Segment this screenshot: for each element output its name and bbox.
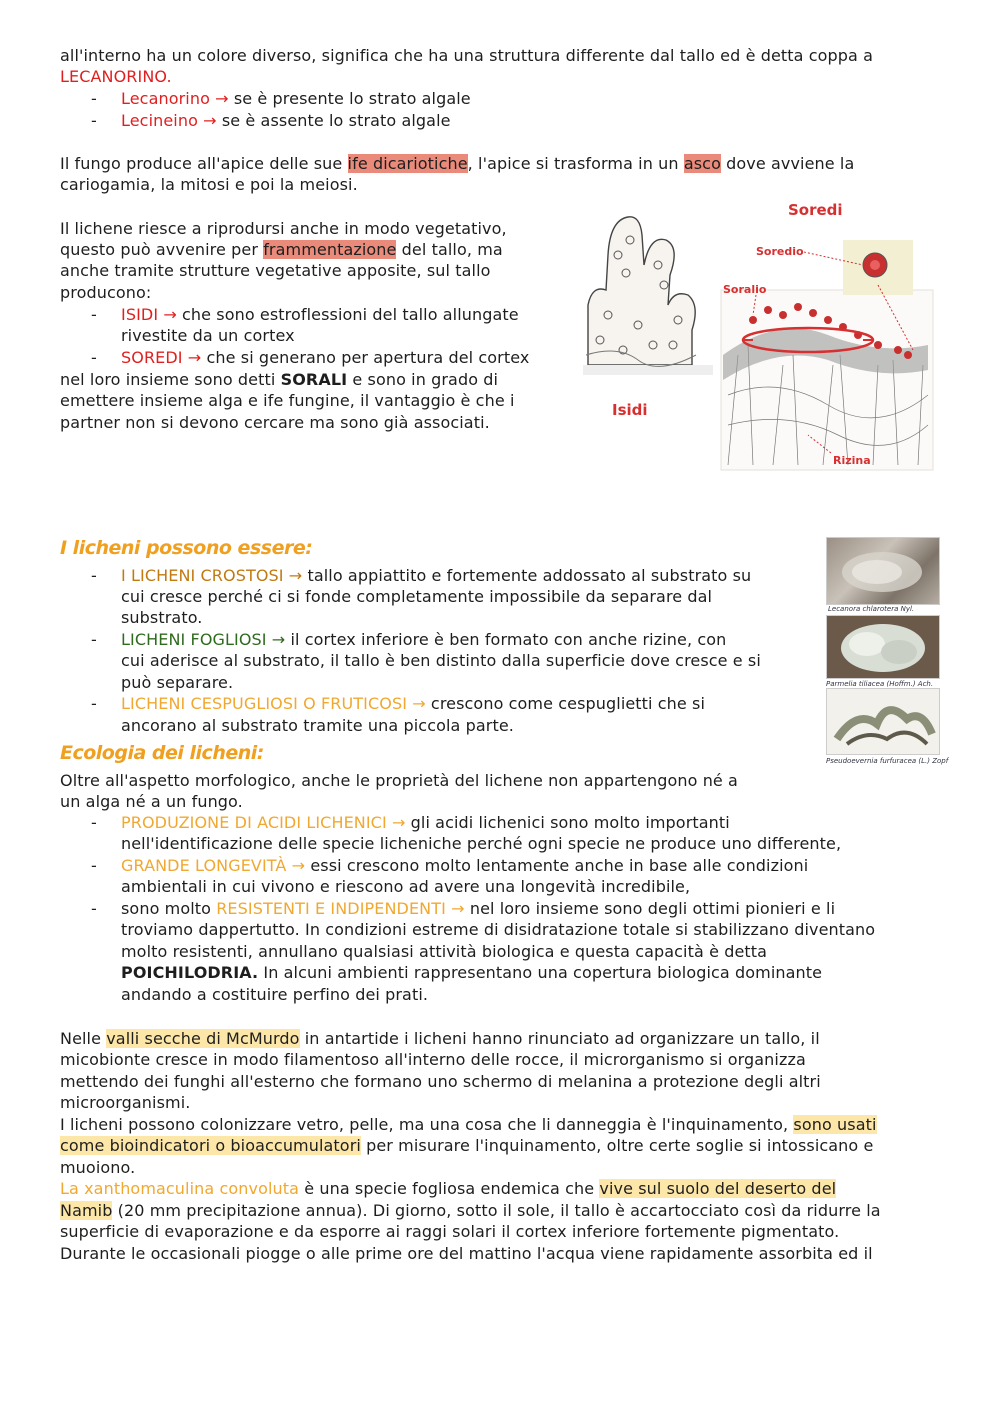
text-line: nell'identificazione delle specie licheniche perché ogni specie ne produce uno differente, <box>121 834 842 853</box>
text-line: un alga né a un fungo. <box>60 792 243 811</box>
figure-label-soredi: Soredi <box>788 201 843 219</box>
bullet-dash: - <box>91 856 97 875</box>
figure-label-isidi: Isidi <box>612 401 648 419</box>
text-line: all'interno ha un colore diverso, significa che ha una struttura differente dal tallo ed è detta coppa a <box>60 46 874 65</box>
bullet-dash: - <box>91 566 97 585</box>
text-line: emettere insieme alga e ife fungine, il vantaggio è che i <box>60 391 515 410</box>
list-item: SOREDI → che si generano per apertura del cortex <box>121 348 530 367</box>
parmelia-photo <box>826 615 940 679</box>
lecanora-photo <box>826 537 940 605</box>
text-line: superficie di evaporazione e da esporre ai raggi solari il cortex inferiore fortemente pigmentato. <box>60 1222 840 1241</box>
list-item: Lecanorino → se è presente lo strato algale <box>121 89 471 108</box>
text-line: nel loro insieme sono detti SORALI e sono in grado di <box>60 370 499 389</box>
text-line: rivestite da un cortex <box>121 326 295 345</box>
text-line: microorganismi. <box>60 1093 191 1112</box>
bullet-dash: - <box>91 813 97 832</box>
foliose-texture <box>827 616 939 678</box>
bullet-dash: - <box>91 305 97 324</box>
section-heading: I licheni possono essere: <box>60 537 313 559</box>
text-line: producono: <box>60 283 152 302</box>
list-item: Lecineino → se è assente lo strato algale <box>121 111 451 130</box>
bullet-dash: - <box>91 111 97 130</box>
list-item: GRANDE LONGEVITÀ → essi crescono molto lentamente anche in base alle condizioni <box>121 856 809 875</box>
text-line: cui aderisce al substrato, il tallo è ben distinto dalla superficie dove cresce e si <box>121 651 761 670</box>
text-line: molto resistenti, annullano qualsiasi attività biologica e questa capacità è detta <box>121 942 768 961</box>
text-line: cariogamia, la mitosi e poi la meiosi. <box>60 175 358 194</box>
text-line: La xanthomaculina convoluta è una specie fogliosa endemica che vive sul suolo del deserto del <box>60 1179 837 1198</box>
text-line: ancorano al substrato tramite una piccola parte. <box>121 716 514 735</box>
list-item: I LICHENI CROSTOSI → tallo appiattito e fortemente addossato al substrato su <box>121 566 752 585</box>
section-heading: Ecologia dei licheni: <box>60 742 264 764</box>
photo-caption: Pseudoevernia furfuracea (L.) Zopf <box>826 757 949 765</box>
fruticose-texture <box>827 689 939 754</box>
pseudoevernia-photo <box>826 688 940 755</box>
text-line: andando a costituire perfino dei prati. <box>121 985 429 1004</box>
figure-label-soredio: Soredio <box>756 245 804 258</box>
text-line: Il fungo produce all'apice delle sue ife dicariotiche, l'apice si trasforma in un asco dove avviene la <box>60 154 855 173</box>
bullet-dash: - <box>91 89 97 108</box>
bullet-dash: - <box>91 694 97 713</box>
list-item: ISIDI → che sono estroflessioni del tallo allungate <box>121 305 519 324</box>
isidi-soredi-figure <box>578 195 938 475</box>
photo-caption: Lecanora chlarotera Nyl. <box>828 605 915 613</box>
text-line: Namib (20 mm precipitazione annua). Di giorno, sotto il sole, il tallo è accartocciato così da ridurre la <box>60 1201 881 1220</box>
crustose-texture <box>827 538 939 604</box>
text-line: cui cresce perché ci si fonde completamente impossibile da separare dal <box>121 587 713 606</box>
text-line: partner non si devono cercare ma sono già associati. <box>60 413 490 432</box>
list-item: PRODUZIONE DI ACIDI LICHENICI → gli acidi lichenici sono molto importanti <box>121 813 730 832</box>
text-line: ambientali in cui vivono e riescono ad avere una longevità incredibile, <box>121 877 691 896</box>
bullet-dash: - <box>91 348 97 367</box>
text-line: come bioindicatori o bioaccumulatori per misurare l'inquinamento, oltre certe soglie si intossicano e <box>60 1136 874 1155</box>
text-line: anche tramite strutture vegetative apposite, sul tallo <box>60 261 491 280</box>
text-line: questo può avvenire per frammentazione del tallo, ma <box>60 240 503 259</box>
text-line: Durante le occasionali piogge o alle prime ore del mattino l'acqua viene rapidamente assorbita ed il <box>60 1244 873 1263</box>
bullet-dash: - <box>91 630 97 649</box>
text-line: Oltre all'aspetto morfologico, anche le proprietà del lichene non appartengono né a <box>60 771 738 790</box>
text-line: substrato. <box>121 608 203 627</box>
list-item: LICHENI FOGLIOSI → il cortex inferiore è ben formato con anche rizine, con <box>121 630 727 649</box>
text-line: muoiono. <box>60 1158 136 1177</box>
photo-caption: Parmelia tiliacea (Hoffm.) Ach. <box>826 680 934 688</box>
list-item: sono molto RESISTENTI E INDIPENDENTI → nel loro insieme sono degli ottimi pionieri e li <box>121 899 836 918</box>
lichen-diagram-image <box>578 195 938 475</box>
text-line: Il lichene riesce a riprodursi anche in modo vegetativo, <box>60 219 507 238</box>
text-line: POICHILODRIA. In alcuni ambienti rappresentano una copertura biologica dominante <box>121 963 823 982</box>
text-line: troviamo dappertutto. In condizioni estreme di disidratazione totale si stabilizzano diventano <box>121 920 876 939</box>
text-line: Nelle valli secche di McMurdo in antartide i licheni hanno rinunciato ad organizzare un tallo, il <box>60 1029 820 1048</box>
text-line: micobionte cresce in modo filamentoso all'interno delle rocce, il microrganismo si organizza <box>60 1050 806 1069</box>
text-line: I licheni possono colonizzare vetro, pelle, ma una cosa che li danneggia è l'inquinamento, sono usati <box>60 1115 877 1134</box>
figure-label-soralio: Soralio <box>723 283 767 296</box>
figure-label-rizina: Rizina <box>833 454 871 467</box>
text-line: LECANORINO. <box>60 67 172 86</box>
text-line: può separare. <box>121 673 234 692</box>
list-item: LICHENI CESPUGLIOSI O FRUTICOSI → crescono come cespuglietti che si <box>121 694 706 713</box>
text-line: mettendo dei funghi all'esterno che formano uno schermo di melanina a protezione degli altri <box>60 1072 821 1091</box>
bullet-dash: - <box>91 899 97 918</box>
